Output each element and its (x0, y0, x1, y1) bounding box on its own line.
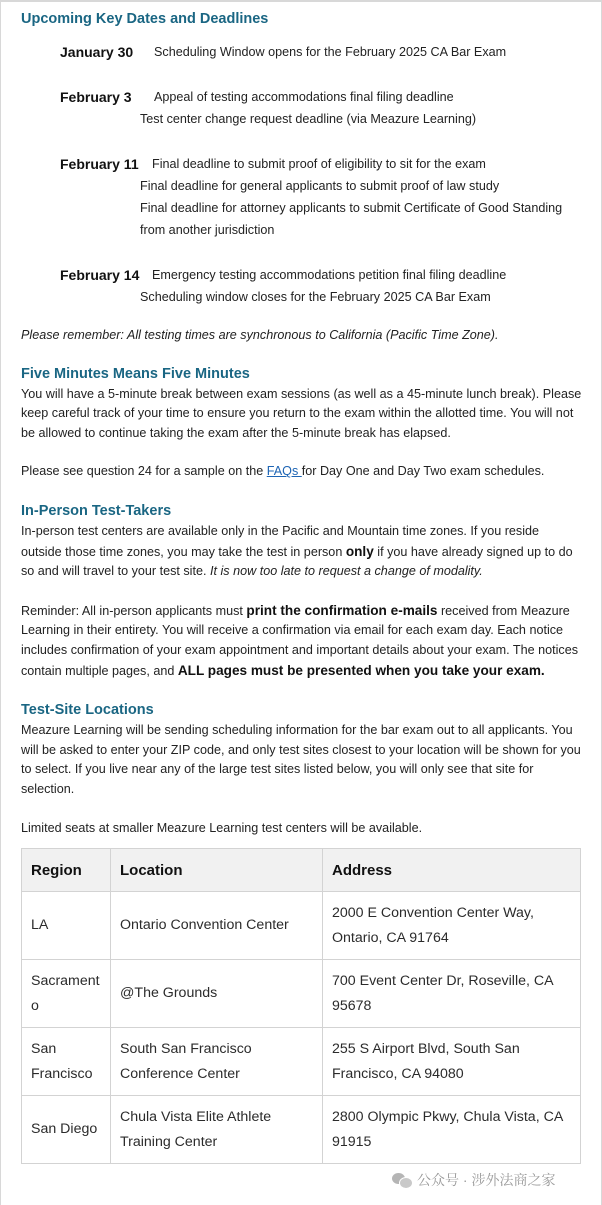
date-item: Appeal of testing accommodations final filing deadline (154, 90, 454, 104)
cell-location: @The Grounds (111, 960, 323, 1028)
date-block-february-3 (60, 86, 583, 130)
in-person-text-after: if you have already signed up to do so and will travel to your test site. (21, 544, 573, 579)
five-minutes-text: You will have a 5-minute break between exam sessions (as well as a 45-minute lunch break). Please keep careful track of your time to ensure you return to the exam within the allotted time. You will not be allowed to continue taking the exam after the 5-minute break has elapsed. (21, 386, 582, 440)
cell-region: Sacramento (22, 960, 111, 1028)
faq-text-before: Please see question 24 for a sample on the (21, 464, 267, 479)
date-item: Final deadline to submit proof of eligibility to sit for the exam (152, 157, 486, 171)
header-address: Address (323, 849, 581, 892)
reminder-text-middle: received from Meazure Learning in their entirety. You will receive a confirmation via email for each exam day. Each notice includes confirmation of your exam appointment and important details about your exam. The notices contain multiple pages, and (21, 603, 578, 678)
date-block-january-30 (60, 41, 583, 63)
cell-address: 255 S Airport Blvd, South San Francisco, CA 94080 (323, 1028, 581, 1096)
only-emphasis: only (345, 543, 374, 559)
test-site-text: Meazure Learning will be sending scheduling information for the bar exam out to all applicants. You will be asked to enter your ZIP code, and only test sites closest to your location will be shown for you to select. If you live near any of the large test sites listed below, you will only see that site for selection. (21, 723, 581, 796)
dates-list (21, 41, 583, 308)
wechat-icon (392, 1172, 412, 1188)
cell-location: Chula Vista Elite Athlete Training Center (111, 1096, 323, 1164)
print-reminder-paragraph (21, 601, 583, 681)
date-item: Emergency testing accommodations petition final filing deadline (152, 268, 507, 282)
in-person-text-before: In-person test centers are available only in the Pacific and Mountain time zones. If you reside outside those time zones, you may take the test in person (21, 523, 540, 559)
cell-region: San Francisco (22, 1028, 111, 1096)
faq-paragraph (21, 462, 583, 482)
faqs-link[interactable]: FAQs (266, 464, 302, 479)
date-label: February 3 (60, 89, 132, 105)
date-label: January 30 (60, 44, 134, 60)
table-header-row (22, 849, 581, 892)
print-confirmation-emphasis: print the confirmation e-mails (246, 602, 438, 618)
watermark-text: 公众号 · 涉外法商之家 (417, 1172, 556, 1188)
in-person-heading: In-Person Test-Takers (21, 502, 172, 519)
five-minutes-heading: Five Minutes Means Five Minutes (21, 365, 250, 382)
reminder-text-before: Reminder: All in-person applicants must (21, 603, 247, 618)
header-region: Region (22, 849, 111, 892)
table-row (22, 960, 581, 1028)
cell-location: Ontario Convention Center (111, 892, 323, 960)
table-row (22, 892, 581, 960)
cell-region: LA (22, 892, 111, 960)
cell-address: 2800 Olympic Pkwy, Chula Vista, CA 91915 (323, 1096, 581, 1164)
timezone-reminder: Please remember: All testing times are synchronous to California (Pacific Time Zone). (21, 328, 499, 342)
cell-address: 700 Event Center Dr, Roseville, CA 95678 (323, 960, 581, 1028)
date-item: Test center change request deadline (via Meazure Learning) (140, 112, 477, 126)
date-label: February 14 (60, 267, 140, 283)
in-person-paragraph (21, 522, 583, 582)
limited-seats-text: Limited seats at smaller Meazure Learning test centers will be available. (21, 820, 423, 835)
date-item: Final deadline for attorney applicants to submit Certificate of Good Standing from another jurisdiction (140, 201, 563, 237)
cell-location: South San Francisco Conference Center (111, 1028, 323, 1096)
date-block-february-14 (60, 264, 583, 308)
date-block-february-11 (60, 153, 583, 241)
test-site-heading: Test-Site Locations (21, 702, 154, 719)
faq-text-after: for Day One and Day Two exam schedules. (301, 464, 545, 479)
all-pages-emphasis: ALL pages must be presented when you take your exam. (177, 662, 545, 678)
article-content (21, 9, 583, 1164)
table-row (22, 1028, 581, 1096)
table-row (22, 1096, 581, 1164)
cell-address: 2000 E Convention Center Way, Ontario, CA 91764 (323, 892, 581, 960)
left-border (0, 0, 1, 1205)
test-sites-table (21, 848, 581, 1164)
watermark (392, 1170, 555, 1190)
top-border (0, 0, 602, 2)
modality-note: It is now too late to request a change of modality. (210, 564, 483, 579)
date-item: Scheduling window closes for the February 2025 CA Bar Exam (140, 290, 491, 304)
header-location: Location (111, 849, 323, 892)
date-label: February 11 (60, 156, 139, 172)
date-item: Final deadline for general applicants to submit proof of law study (140, 179, 500, 193)
upcoming-dates-heading: Upcoming Key Dates and Deadlines (21, 11, 269, 27)
cell-region: San Diego (22, 1096, 111, 1164)
date-item: Scheduling Window opens for the February 2025 CA Bar Exam (154, 45, 507, 59)
